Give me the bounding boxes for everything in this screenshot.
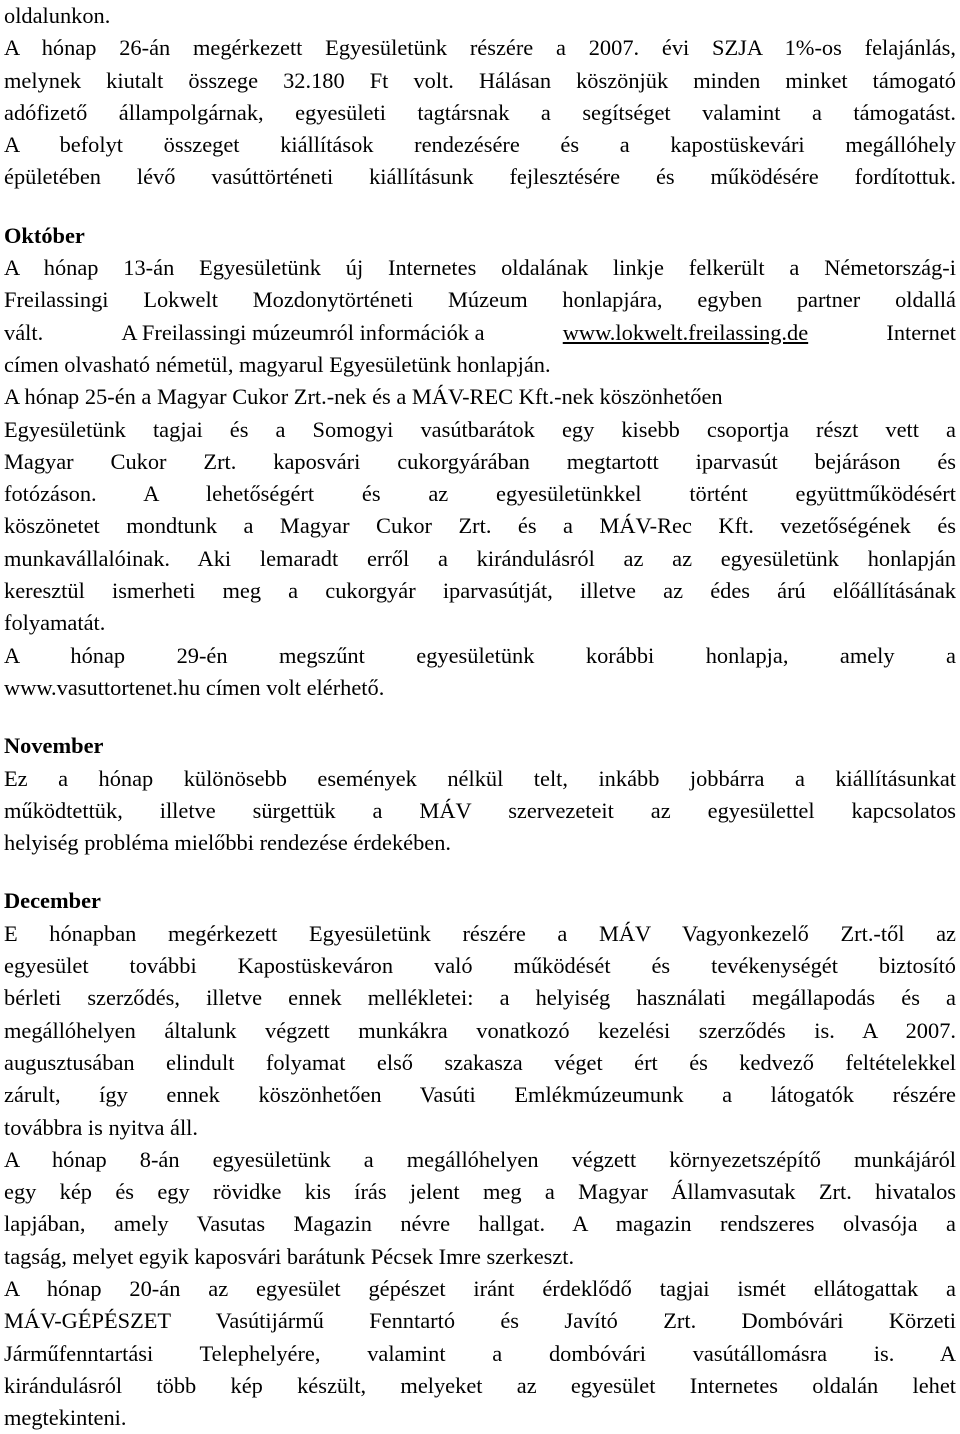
text-line: helyiség probléma mielőbbi rendezése érdekében.: [4, 830, 452, 856]
text-line: megállóhelyen általunk végzett munkákra vonatkozó kezelési szerződés is. A 2007.: [4, 1017, 956, 1043]
text-line: E hónapban megérkezett Egyesületünk részére a MÁV Vagyonkezelő Zrt.-től az: [4, 920, 956, 946]
text-line: A hónap 29-én megszűnt egyesületünk korábbi honlapja, amely a: [4, 642, 956, 668]
text-line: fotózáson. A lehetőségért és az egyesületünkkel történt együttműködésért: [4, 481, 956, 507]
text-line: megtekinteni.: [4, 1405, 127, 1431]
text-fragment: Internet: [886, 319, 956, 345]
text-line: egyesület további Kapostüskeváron való működését és tevékenységét biztosító: [4, 953, 956, 979]
text-line: adófizető állampolgárnak, egyesületi tagtársnak a segítséget valamint a támogatást.: [4, 99, 956, 125]
text-line: működtettük, illetve sürgettük a MÁV szervezeteit az egyesülettel kapcsolatos: [4, 797, 956, 823]
text-line: A hónap 20-án az egyesület gépészet iránt érdeklődő tagjai ismét ellátogattak a: [4, 1275, 956, 1301]
text-line: melynek kiutalt összege 32.180 Ft volt. Hálásan köszönjük minden minket támogató: [4, 67, 956, 93]
text-line: kirándulásról több kép készült, melyeket az egyesület Internetes oldalán lehet: [4, 1372, 956, 1398]
text-line: augusztusában elindult folyamat első szakasza véget ért és kedvező feltételekkel: [4, 1049, 956, 1075]
text-line: Járműfenntartási Telephelyére, valamint a dombóvári vasútállomásra is. A: [4, 1340, 956, 1366]
text-line: A hónap 26-án megérkezett Egyesületünk részére a 2007. évi SZJA 1%-os felajánlás,: [4, 35, 956, 61]
website-link[interactable]: [563, 317, 808, 349]
text-line: A hónap 8-án egyesületünk a megállóhelyen végzett környezetszépítő munkájáról: [4, 1146, 956, 1172]
text-line: továbbra is nyitva áll.: [4, 1114, 199, 1140]
text-line: A hónap 25-én a Magyar Cukor Zrt.-nek és a MÁV-REC Kft.-nek köszönhetően: [4, 384, 723, 410]
text-line: zárult, így ennek köszönhetően Vasúti Emlékmúzeumunk a látogatók részére: [4, 1082, 956, 1108]
section-heading-november: November: [4, 733, 104, 759]
december-section: [4, 885, 956, 1434]
document-page: [4, 0, 956, 1434]
october-section: [4, 220, 956, 704]
text-line: Freilassingi Lokwelt Mozdonytörténeti Múzeum honlapjára, egyben partner oldallá: [4, 287, 956, 313]
november-section: [4, 730, 956, 859]
text-line: egy kép és egy rövidke kis írás jelent meg a Magyar Államvasutak Zrt. hivatalos: [4, 1179, 956, 1205]
text-fragment: vált.: [4, 319, 44, 345]
text-line: épületében lévő vasúttörténeti kiállításunk fejlesztésére és működésére fordítottuk.: [4, 164, 956, 190]
text-line: Ez a hónap különösebb események nélkül telt, inkább jobbárra a kiállításunkat: [4, 765, 956, 791]
link-tld: de: [787, 319, 809, 345]
text-line: [4, 317, 956, 349]
intro-section: [4, 0, 956, 194]
text-line: A befolyt összeget kiállítások rendezésére és a kapostüskevári megállóhely: [4, 132, 956, 158]
text-line: oldalunkon.: [4, 3, 111, 28]
text-line: lapjában, amely Vasutas Magazin névre hallgat. A magazin rendszeres olvasója a: [4, 1211, 956, 1237]
text-line: tagság, melyet egyik kaposvári barátunk Pécsek Imre szerkeszt.: [4, 1243, 575, 1269]
section-heading-october: Október: [4, 222, 85, 248]
text-line: köszönetet mondtunk a Magyar Cukor Zrt. és a MÁV-Rec Kft. vezetőségének és: [4, 513, 956, 539]
text-line: MÁV-GÉPÉSZET Vasútijármű Fenntartó és Javító Zrt. Dombóvári Körzeti: [4, 1308, 956, 1334]
link-text: www.lokwelt.freilassing.: [562, 319, 788, 345]
text-line: Egyesületünk tagjai és a Somogyi vasútbarátok egy kisebb csoportja részt vett a: [4, 416, 956, 442]
text-line: munkavállalóinak. Aki lemaradt erről a kirándulásról az az egyesületünk honlapján: [4, 545, 956, 571]
section-heading-december: December: [4, 888, 101, 914]
text-line: Magyar Cukor Zrt. kaposvári cukorgyárában megtartott iparvasút bejáráson és: [4, 448, 956, 474]
text-line: folyamatát.: [4, 610, 106, 636]
text-line: www.vasuttortenet.hu címen volt elérhető.: [4, 674, 385, 700]
text-line: bérleti szerződés, illetve ennek mellékletei: a helyiség használati megállapodás és a: [4, 985, 956, 1011]
text-fragment: A Freilassingi múzeumról információk a: [121, 319, 485, 345]
text-line: A hónap 13-án Egyesületünk új Internetes oldalának linkje felkerült a Németország-i: [4, 255, 956, 281]
text-line: keresztül ismerheti meg a cukorgyár iparvasútját, illetve az édes árú előállításának: [4, 578, 956, 604]
text-line: címen olvasható németül, magyarul Egyesületünk honlapján.: [4, 351, 551, 377]
